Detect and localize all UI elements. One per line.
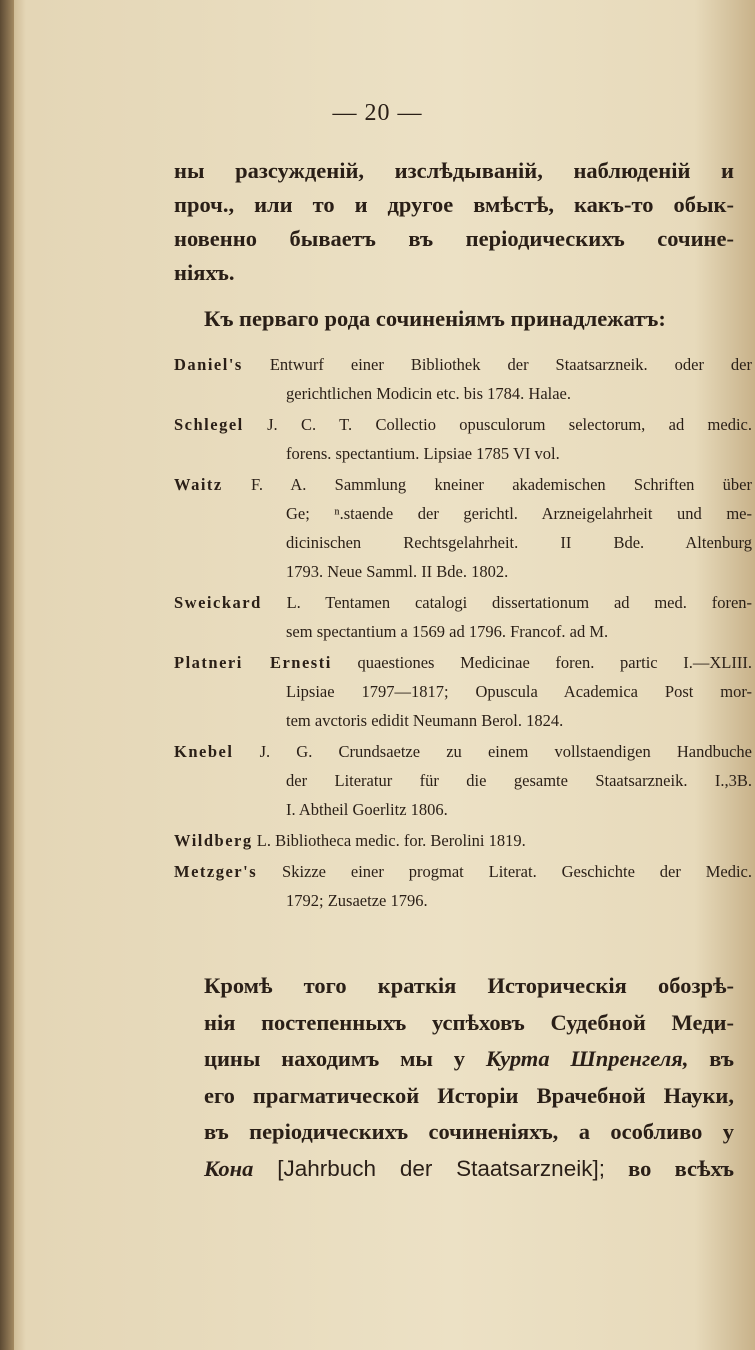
paragraph-closing (174, 968, 734, 1187)
text-line: Кромѣ того краткія Историческія обозрѣ- (204, 973, 734, 998)
reference-entry (174, 648, 752, 735)
reference-text: F. A. Sammlung kneiner akademischen Schriften über (251, 475, 752, 494)
reference-author: Waitz (174, 475, 223, 494)
text-line: Къ перваго рода сочиненіямъ принадлежатъ: (204, 306, 666, 331)
reference-text: forens. spectantium. Lipsiae 1785 VI vol. (286, 444, 560, 463)
reference-text: gerichtlichen Modicin etc. bis 1784. Halae. (286, 384, 571, 403)
text-line: проч., или то и другое вмѣстѣ, какъ-то обык- (174, 192, 734, 217)
reference-author: Daniel's (174, 355, 243, 374)
text-line: новенно бываетъ въ періодическихъ сочине- (174, 226, 734, 251)
paragraph-heading (174, 302, 734, 336)
reference-entry (174, 857, 752, 915)
author-name-italic: Курта Шпренгеля, (485, 1046, 689, 1071)
journal-title: [Jahrbuch der Staatsarzneik]; (253, 1155, 605, 1181)
reference-author: Schlegel (174, 415, 244, 434)
text-line: его прагматической Исторіи Врачебной Науки, (204, 1082, 734, 1108)
reference-text: tem avctoris edidit Neumann Berol. 1824. (286, 711, 564, 730)
reference-entry (174, 737, 752, 824)
reference-text: J. C. T. Collectio opusculorum selectorum, ad medic. (267, 415, 752, 434)
reference-text: Ge; ⁿ.staende der gerichtl. Arzneigelahrheit und me- (286, 504, 752, 523)
text-span: во всѣхъ (604, 1155, 734, 1181)
text-line (174, 1151, 734, 1188)
reference-text: der Literatur für die gesamte Staatsarzneik. I.,3B. (286, 771, 752, 790)
author-name-italic: Кона (204, 1155, 254, 1181)
reference-entry (174, 588, 752, 646)
reference-list (174, 350, 752, 917)
reference-text: I. Abtheil Goerlitz 1806. (286, 800, 448, 819)
text-line (174, 1041, 734, 1078)
reference-author: Platneri Ernesti (174, 653, 332, 672)
reference-text: dicinischen Rechtsgelahrheit. II Bde. Altenburg (286, 533, 752, 552)
reference-author: Sweickard (174, 593, 262, 612)
reference-text: Entwurf einer Bibliothek der Staatsarzneik. oder der (269, 355, 752, 374)
reference-author: Wildberg (174, 831, 253, 850)
reference-text: 1792; Zusaetze 1796. (286, 891, 428, 910)
reference-text: Lipsiae 1797—1817; Opuscula Academica Post mor- (286, 682, 752, 701)
paragraph-intro (174, 154, 734, 290)
text-line: въ періодическихъ сочиненіяхъ, а особливо у (204, 1119, 734, 1144)
text-span: въ (688, 1046, 734, 1071)
text-line: нія постепенныхъ успѣховъ Судебной Меди- (204, 1009, 734, 1035)
text-span: цины находимъ мы у (204, 1046, 486, 1071)
reference-text: 1793. Neue Samml. II Bde. 1802. (286, 562, 509, 581)
text-line: ніяхъ. (174, 260, 235, 285)
text-line: ны разсужденій, изслѣдываній, наблюденій и (174, 158, 734, 183)
book-spine (0, 0, 14, 1350)
reference-text: J. G. Crundsaetze zu einem vollstaendigen Handbuche (259, 742, 753, 761)
reference-entry (174, 410, 752, 468)
reference-text: sem spectantium a 1569 ad 1796. Francof. ad M. (286, 622, 609, 641)
reference-text: quaestiones Medicinae foren. partic I.—XLIII. (357, 653, 752, 672)
reference-entry (174, 470, 752, 586)
reference-entry (174, 350, 752, 408)
reference-author: Knebel (174, 742, 234, 761)
reference-text: L. Bibliotheca medic. for. Berolini 1819. (256, 831, 526, 850)
reference-entry (174, 826, 752, 855)
reference-author: Metzger's (174, 862, 258, 881)
reference-text: L. Tentamen catalogi dissertationum ad med. foren- (286, 593, 753, 612)
reference-text: Skizze einer progmat Literat. Geschichte der Medic. (282, 862, 753, 881)
page-number: — 20 — (332, 100, 423, 126)
